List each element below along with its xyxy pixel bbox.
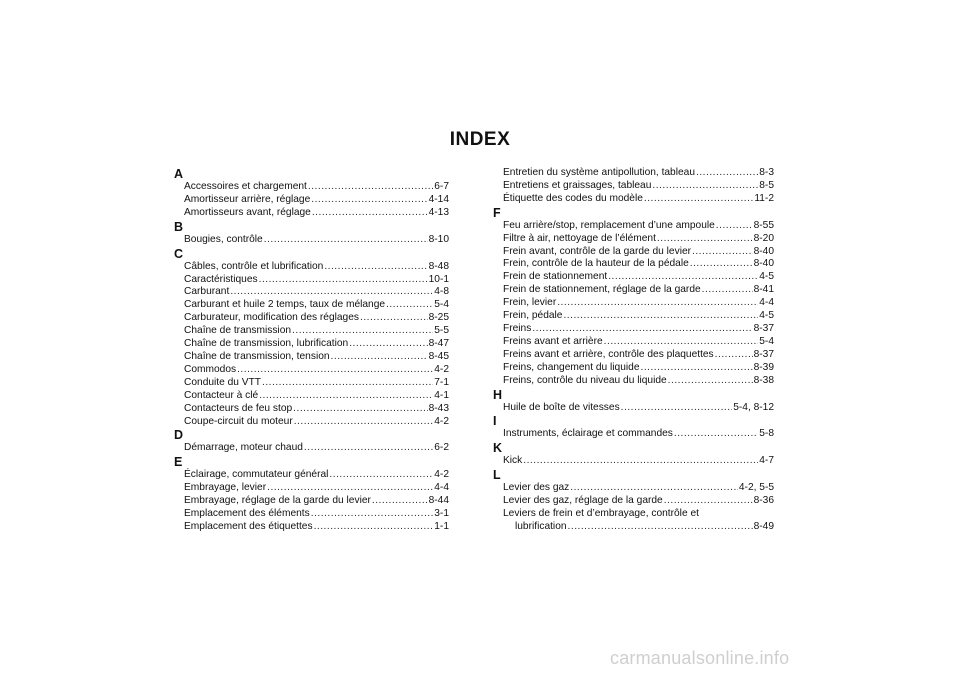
dot-leader (311, 508, 434, 521)
index-entry (174, 390, 449, 403)
index-entry (493, 402, 774, 415)
index-entry (174, 338, 449, 351)
entry-page: 8-25 (428, 312, 449, 324)
entry-page: 3-1 (434, 508, 449, 520)
dot-leader (668, 375, 753, 388)
index-entry (493, 495, 774, 508)
dot-leader (259, 390, 433, 403)
index-entry (493, 167, 774, 180)
dot-leader (331, 351, 428, 364)
section-letter-k: K (493, 441, 503, 456)
index-entry (174, 521, 449, 534)
entry-label: Levier des gaz (503, 482, 570, 494)
dot-leader (604, 336, 759, 349)
entry-label: Caractéristiques (184, 273, 258, 285)
entry-label: Freins avant et arrière, contrôle des plaquettes (503, 348, 714, 360)
entry-page: 11-2 (754, 192, 774, 204)
entry-page: 4-8 (434, 286, 449, 298)
index-entry (174, 261, 449, 274)
index-entry (493, 323, 774, 336)
section-letter-c: C (174, 246, 184, 261)
section-letter-l: L (493, 468, 501, 483)
section-letter-a: A (174, 167, 184, 181)
dot-leader (304, 442, 433, 455)
dot-leader (657, 233, 753, 246)
entry-label: lubrification (515, 520, 567, 532)
section-letter-e: E (174, 455, 183, 470)
entry-page: 8-40 (753, 258, 774, 270)
index-entry (174, 469, 449, 482)
index-entry (174, 299, 449, 312)
entry-page: 8-10 (428, 233, 449, 245)
dot-leader (314, 521, 434, 534)
entry-label: Entretiens et graissages, tableau (503, 179, 652, 191)
index-entry (493, 233, 774, 246)
section-letter-b: B (174, 219, 184, 234)
entry-label: Étiquette des codes du modèle (503, 192, 643, 204)
entry-label: Huile de boîte de vitesses (503, 401, 620, 413)
entry-page: 10-1 (428, 273, 449, 285)
index-entry (174, 274, 449, 287)
index-entry (174, 495, 449, 508)
dot-leader (386, 299, 433, 312)
dot-leader (716, 220, 753, 233)
dot-leader (664, 495, 753, 508)
index-entry (174, 325, 449, 338)
dot-leader (349, 338, 427, 351)
entry-label: Emplacement des étiquettes (184, 520, 313, 532)
page-title: INDEX (449, 129, 511, 150)
dot-leader (294, 416, 434, 429)
entry-label: Conduite du VTT (184, 376, 262, 388)
index-entry (493, 258, 774, 271)
entry-label: Freins, changement du liquide (503, 361, 640, 373)
index-entry (174, 377, 449, 390)
entry-label: Contacteur à clé (184, 389, 259, 401)
dot-leader (267, 482, 433, 495)
entry-label: Frein avant, contrôle de la garde du levier (503, 245, 692, 257)
dot-leader (532, 323, 752, 336)
index-right-column (493, 167, 774, 534)
entry-page: 4-2, 5-5 (738, 482, 774, 494)
index-entry (493, 193, 774, 206)
entry-label: Carburateur, modification des réglages (184, 312, 359, 324)
entry-page: 5-4 (759, 335, 774, 347)
entry-page: 8-55 (753, 219, 774, 231)
entry-page: 6-2 (434, 442, 449, 454)
dot-leader (360, 312, 428, 325)
entry-label: Commodos (184, 363, 237, 375)
entry-label: Emplacement des éléments (184, 508, 310, 520)
section-letter-i: I (493, 414, 497, 429)
entry-label: Embrayage, levier (184, 482, 267, 494)
dot-leader (563, 310, 758, 323)
dot-leader (523, 455, 758, 468)
entry-label: Kick (503, 455, 523, 467)
dot-leader (621, 402, 733, 415)
entry-page: 8-45 (428, 350, 449, 362)
index-left-column (174, 167, 449, 534)
index-entry (174, 508, 449, 521)
index-entry (493, 310, 774, 323)
dot-leader (568, 521, 753, 534)
entry-label: Chaîne de transmission (184, 325, 292, 337)
dot-leader (715, 349, 753, 362)
index-entry (174, 403, 449, 416)
entry-page: 4-1 (434, 389, 449, 401)
dot-leader (570, 482, 738, 495)
entry-page: 4-4 (434, 482, 449, 494)
index-entry (493, 349, 774, 362)
dot-leader (329, 469, 433, 482)
entry-label: Freins avant et arrière (503, 335, 603, 347)
dot-leader (640, 362, 752, 375)
entry-label: Éclairage, commutateur général (184, 469, 329, 481)
dot-leader (311, 194, 427, 207)
index-entry (174, 416, 449, 429)
entry-page: 7-1 (434, 376, 449, 388)
entry-page: 4-5 (759, 310, 774, 322)
entry-label: Chaîne de transmission, tension (184, 350, 330, 362)
dot-leader (557, 297, 758, 310)
index-entry (493, 284, 774, 297)
entry-page: 4-2 (434, 469, 449, 481)
entry-page: 5-8 (759, 428, 774, 440)
entry-label: Filtre à air, nettoyage de l’élément (503, 232, 656, 244)
index-entry (493, 336, 774, 349)
index-entry (174, 351, 449, 364)
entry-page: 8-3 (759, 167, 774, 178)
dot-leader (702, 284, 753, 297)
entry-label: Chaîne de transmission, lubrification (184, 338, 349, 350)
entry-label: Freins, contrôle du niveau du liquide (503, 374, 667, 386)
entry-label: Entretien du système antipollution, tableau (503, 167, 695, 178)
dot-leader (259, 274, 428, 287)
entry-label: Instruments, éclairage et commandes (503, 428, 673, 440)
entry-label: Freins (503, 322, 532, 334)
index-entry (493, 180, 774, 193)
index-entry (174, 482, 449, 495)
entry-page: 5-4, 8-12 (733, 401, 774, 413)
section-letter-h: H (493, 387, 503, 402)
entry-page: 4-14 (428, 193, 449, 205)
entry-label: Amortisseurs avant, réglage (184, 206, 311, 218)
dot-leader (372, 495, 428, 508)
entry-page: 4-13 (428, 206, 449, 218)
entry-page: 8-5 (759, 179, 774, 191)
dot-leader (237, 364, 433, 377)
entry-page: 4-2 (434, 415, 449, 427)
section-letter-f: F (493, 205, 501, 220)
entry-page: 8-39 (753, 361, 774, 373)
dot-leader (230, 286, 433, 299)
index-entry (493, 362, 774, 375)
entry-page: 8-49 (753, 520, 774, 532)
watermark: carmanualsonline.info (610, 648, 790, 668)
section-letter-d: D (174, 428, 184, 443)
index-entry (174, 207, 449, 220)
index-entry (493, 482, 774, 495)
entry-label: Accessoires et chargement (184, 181, 307, 192)
index-entry (174, 442, 449, 455)
entry-page: 8-48 (428, 260, 449, 272)
index-entry (493, 297, 774, 310)
entry-label: Carburant et huile 2 temps, taux de mélange (184, 299, 386, 311)
dot-leader (293, 403, 427, 416)
entry-page: 8-20 (753, 232, 774, 244)
dot-leader (264, 234, 428, 247)
dot-leader (608, 271, 758, 284)
entry-page: 8-37 (753, 322, 774, 334)
entry-label: Frein, pédale (503, 310, 563, 322)
entry-label: Démarrage, moteur chaud (184, 442, 303, 454)
entry-page: 8-40 (753, 245, 774, 257)
entry-page: 4-5 (759, 271, 774, 283)
index-entry (493, 271, 774, 284)
entry-label: Frein de stationnement (503, 271, 608, 283)
index-entry (493, 246, 774, 259)
entry-page: 8-41 (753, 284, 774, 296)
index-entry (493, 455, 774, 468)
entry-label: Frein de stationnement, réglage de la garde (503, 284, 701, 296)
entry-page: 8-47 (428, 338, 449, 350)
entry-label: Frein, contrôle de la hauteur de la pédale (503, 258, 689, 270)
entry-page: 4-2 (434, 363, 449, 375)
index-entry (493, 521, 774, 534)
index-entry (493, 375, 774, 388)
dot-leader (696, 167, 758, 180)
entry-label: Câbles, contrôle et lubrification (184, 260, 324, 272)
dot-leader (652, 180, 758, 193)
dot-leader (324, 261, 427, 274)
entry-label: Bougies, contrôle (184, 233, 263, 245)
entry-page: 4-4 (759, 297, 774, 309)
dot-leader (308, 181, 433, 194)
entry-label: Carburant (184, 286, 230, 298)
index-entry (174, 194, 449, 207)
entry-page: 8-38 (753, 374, 774, 386)
index-entry (174, 181, 449, 194)
entry-page: 8-36 (753, 495, 774, 507)
entry-label: Frein, levier (503, 297, 557, 309)
dot-leader (292, 325, 433, 338)
entry-page: 8-37 (753, 348, 774, 360)
index-entry: Leviers de frein et d’embrayage, contrôle et (503, 508, 699, 520)
entry-label: Levier des gaz, réglage de la garde (503, 495, 663, 507)
index-entry (174, 312, 449, 325)
entry-label: Embrayage, réglage de la garde du levier (184, 495, 371, 507)
index-entry (174, 364, 449, 377)
index-entry (493, 428, 774, 441)
index-entry (493, 220, 774, 233)
entry-label: Amortisseur arrière, réglage (184, 193, 311, 205)
entry-label: Contacteurs de feu stop (184, 402, 293, 414)
entry-page: 8-43 (428, 402, 449, 414)
dot-leader (312, 207, 428, 220)
entry-page: 8-44 (428, 495, 449, 507)
index-entry (174, 286, 449, 299)
entry-label: Feu arrière/stop, remplacement d’une ampoule (503, 219, 715, 231)
entry-page: 6-7 (434, 181, 449, 192)
dot-leader (262, 377, 433, 390)
entry-label: Coupe-circuit du moteur (184, 415, 293, 427)
entry-page: 5-4 (434, 299, 449, 311)
dot-leader (692, 246, 753, 259)
dot-leader (644, 193, 753, 206)
entry-page: 1-1 (434, 520, 449, 532)
entry-page: 5-5 (434, 325, 449, 337)
dot-leader (674, 428, 758, 441)
entry-page: 4-7 (759, 455, 774, 467)
dot-leader (690, 258, 753, 271)
index-entry (174, 234, 449, 247)
